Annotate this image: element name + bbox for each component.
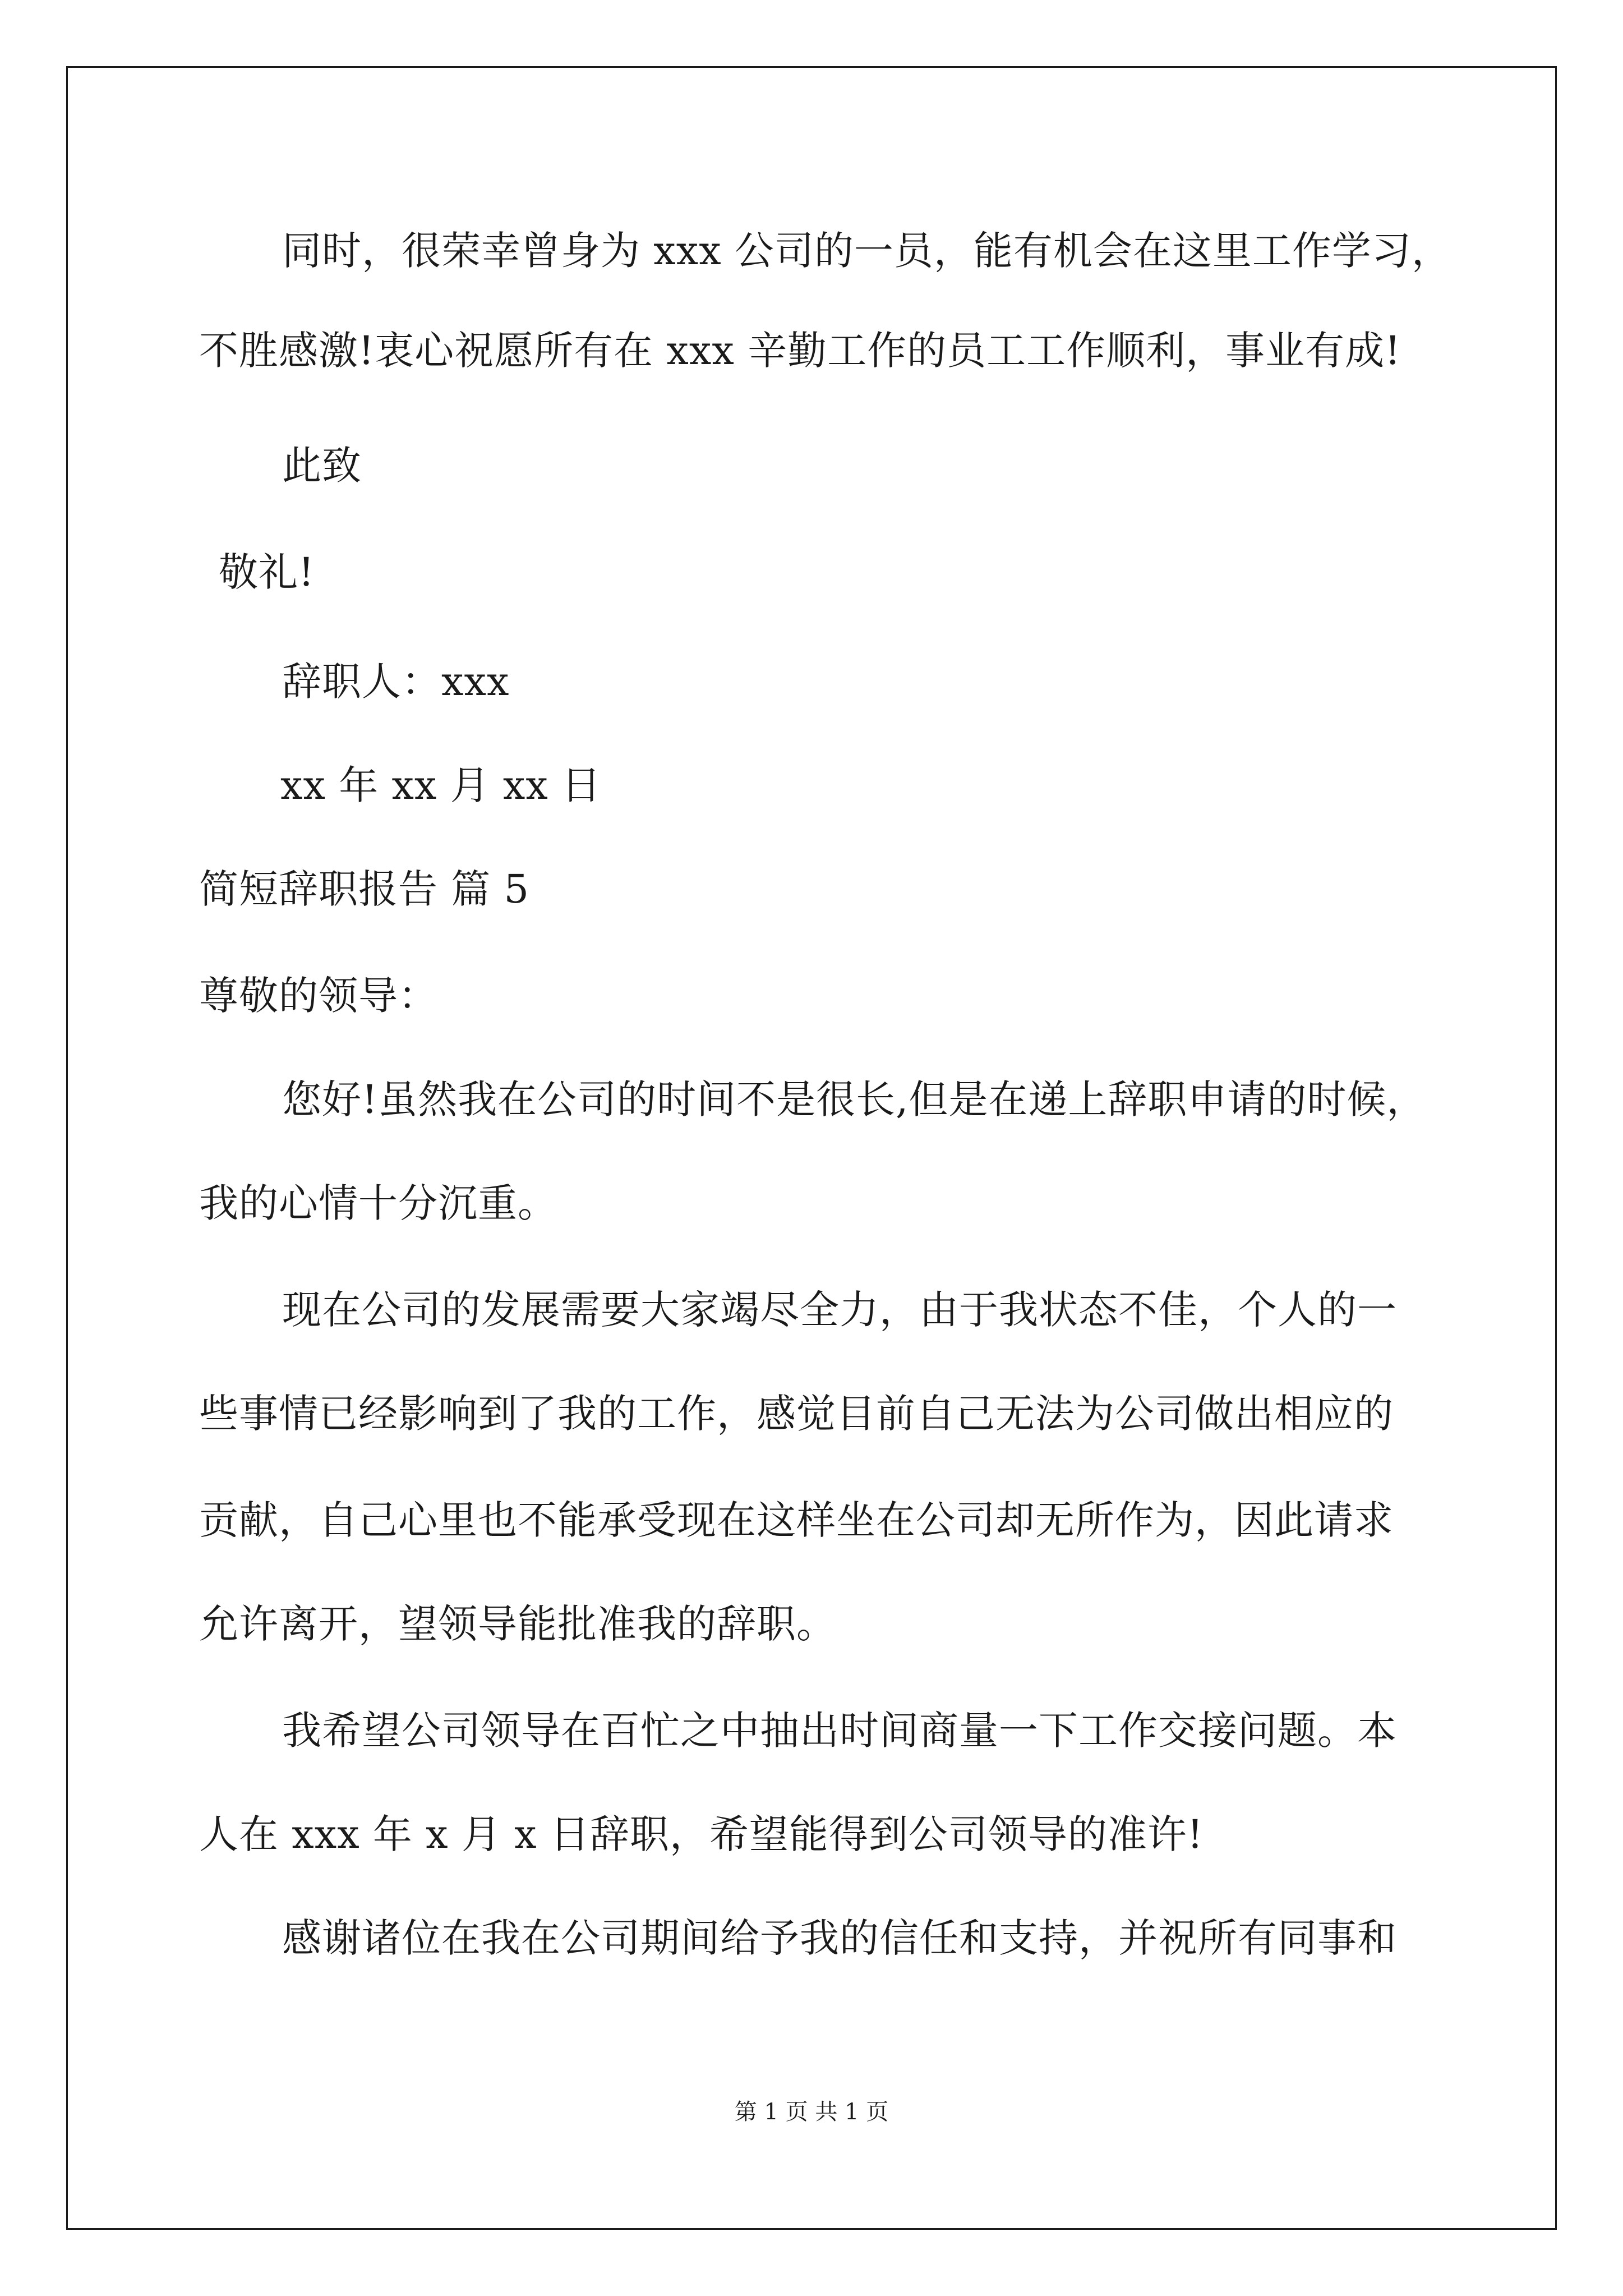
- signature-date: xx 年 xx 月 xx 日: [280, 762, 602, 808]
- text-line-13: 贡献，自己心里也不能承受现在这样坐在公司却无所作为，因此请求: [199, 1497, 1394, 1543]
- text-line-14: 允许离开，望领导能批准我的辞职。: [199, 1601, 836, 1647]
- greeting: 尊敬的领导：: [199, 973, 438, 1019]
- text-line-11: 现在公司的发展需要大家竭尽全力，由于我状态不佳，个人的一: [282, 1287, 1397, 1333]
- salutation-cizhi: 此致: [282, 443, 362, 489]
- text-line-12: 些事情已经影响到了我的工作，感觉目前自己无法为公司做出相应的: [199, 1391, 1394, 1437]
- text-line-17: 感谢诸位在我在公司期间给予我的信任和支持，并祝所有同事和: [282, 1915, 1397, 1961]
- text-line-10: 我的心情十分沉重。: [199, 1180, 557, 1226]
- text-line-1: 同时，很荣幸曾身为 xxx 公司的一员，能有机会在这里工作学习，: [282, 228, 1451, 274]
- salutation-jingli: 敬礼!: [219, 549, 315, 595]
- signature-name: 辞职人：xxx: [282, 659, 510, 705]
- text-line-9: 您好!虽然我在公司的时间不是很长,但是在递上辞职申请的时候，: [282, 1076, 1427, 1122]
- text-line-15: 我希望公司领导在百忙之中抽出时间商量一下工作交接问题。本: [282, 1708, 1397, 1754]
- section-heading: 简短辞职报告 篇 5: [199, 866, 530, 912]
- page-border: [66, 66, 1557, 2230]
- text-line-2: 不胜感激!衷心祝愿所有在 xxx 辛勤工作的员工工作顺利，事业有成!: [199, 328, 1401, 374]
- page-footer: 第 1 页 共 1 页: [734, 2099, 889, 2125]
- text-line-16: 人在 xxx 年 x 月 x 日辞职，希望能得到公司领导的准许!: [199, 1811, 1204, 1857]
